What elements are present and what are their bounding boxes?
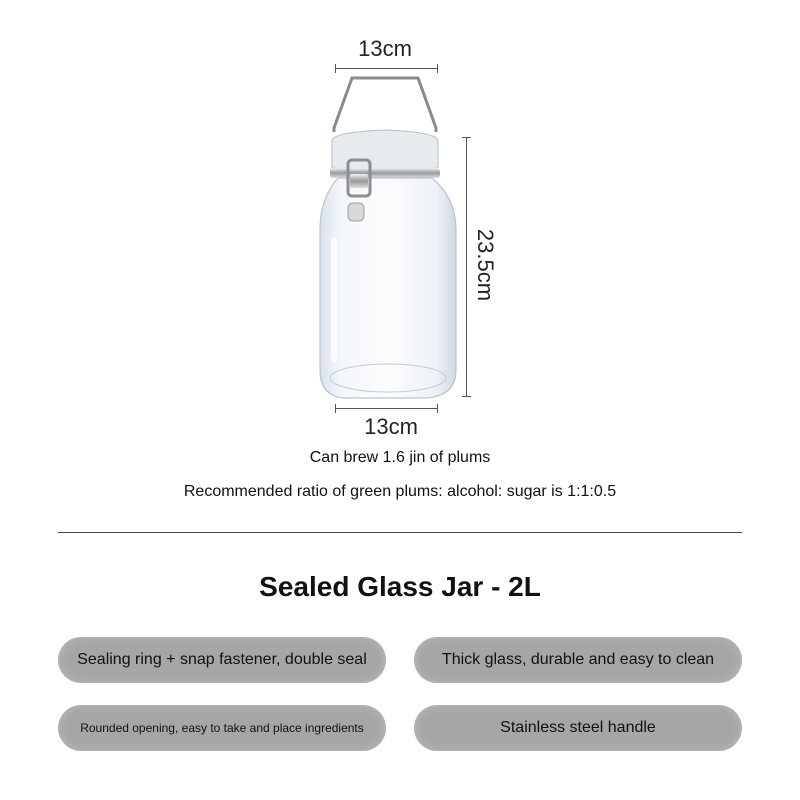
feature-pill-handle: [414, 705, 742, 751]
height-dimension-line: [466, 137, 467, 397]
feature-pill-opening: [58, 705, 386, 751]
top-width-label: 13cm: [358, 36, 412, 61]
capacity-caption: Can brew 1.6 jin of plums: [309, 449, 491, 466]
bottom-width-dimension-line: [335, 408, 438, 409]
feature-label: Thick glass, durable and easy to clean: [441, 651, 715, 668]
feature-pill-glass: [414, 637, 742, 683]
bottom-width-label: 13cm: [364, 414, 418, 439]
feature-pill-seal: [58, 637, 386, 683]
feature-label: Rounded opening, easy to take and place ingredients: [80, 721, 364, 735]
feature-label: Sealing ring + snap fastener, double seal: [77, 651, 367, 668]
feature-label: Stainless steel handle: [500, 719, 656, 736]
height-label: 23.5cm: [473, 228, 498, 302]
top-width-dimension-line: [335, 68, 438, 69]
glass-jar-image: [300, 70, 480, 405]
product-title: Sealed Glass Jar - 2L: [259, 571, 541, 602]
ratio-caption: Recommended ratio of green plums: alcohol: sugar is 1:1:0.5: [183, 483, 617, 500]
section-divider: [58, 532, 742, 533]
